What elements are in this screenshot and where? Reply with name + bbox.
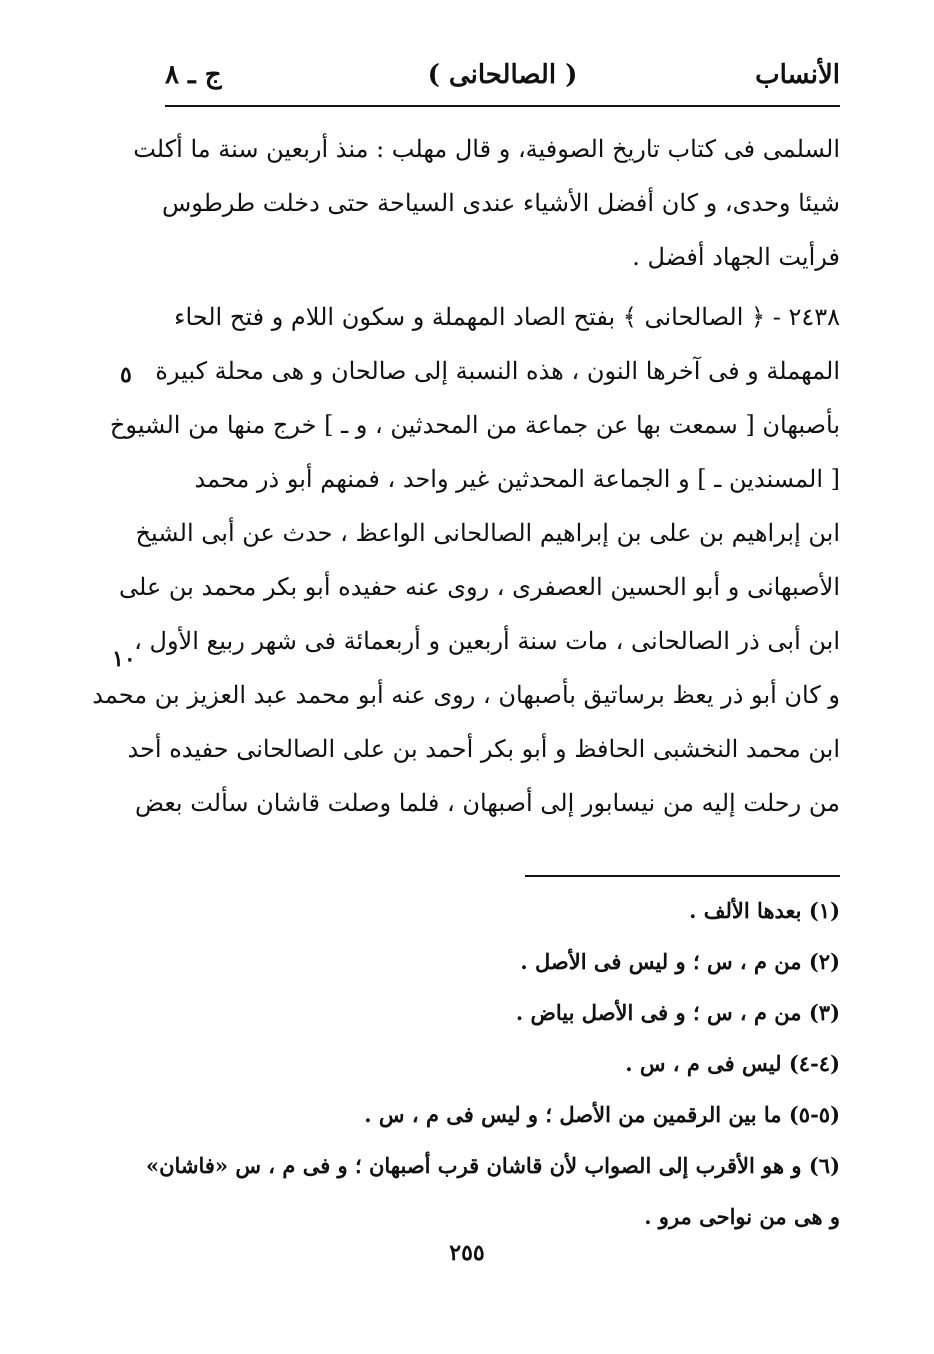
text-line: ابن أبى ذر الصالحانى ، مات سنة أربعين و أربعمائة فى شهر ربيع الأول ،: [134, 627, 840, 655]
footnote: (٥-٥) ما بين الرقمين من الأصل ؛ و ليس فى م ، س .: [364, 1102, 840, 1127]
text-line: [ المسندين ـ ] و الجماعة المحدثين غير واحد ، فمنهم أبو ذر محمد: [194, 465, 840, 493]
footnote: (١) بعدها الألف .: [689, 898, 840, 923]
footnote: (٣) من م ، س ؛ و فى الأصل بياض .: [515, 1000, 840, 1025]
footnote: (٢) من م ، س ؛ و ليس فى الأصل .: [520, 949, 840, 974]
footnote-continuation: و هى من نواحى مرو .: [644, 1204, 840, 1229]
footnotes: [145, 885, 840, 1242]
line-number-5: ٥: [120, 362, 132, 388]
text-line: بأصبهان [ سمعت بها عن جماعة من المحدثين ، و ـ ] خرج منها من الشيوخ: [109, 411, 840, 439]
footnote: (٤-٤) ليس فى م ، س .: [625, 1051, 840, 1076]
text-line: شيئا وحدى، و كان أفضل الأشياء عندى السياحة حتى دخلت طرطوس: [162, 189, 840, 217]
volume-label: ج ـ ٨: [165, 60, 222, 90]
text-line: ابن إبراهيم بن على بن إبراهيم الصالحانى الواعظ ، حدث عن أبى الشيخ: [135, 519, 840, 547]
text-line: الأصبهانى و أبو الحسين العصفرى ، روى عنه حفيده أبو بكر محمد بن على: [119, 573, 840, 601]
header-rule: [165, 105, 840, 107]
page-number: ٢٥٥: [449, 1240, 485, 1266]
footnote: (٦) و هو الأقرب إلى الصواب لأن قاشان قرب أصبهان ؛ و فى م ، س «فاشان»: [145, 1153, 840, 1178]
text-line: السلمى فى كتاب تاريخ الصوفية، و قال مهلب : منذ أربعين سنة ما أكلت: [133, 135, 840, 163]
text-line: ابن محمد النخشبى الحافظ و أبو بكر أحمد بن على الصالحانى حفيده أحد: [127, 735, 840, 763]
text-line: فرأيت الجهاد أفضل .: [632, 243, 840, 271]
book-title: الأنساب: [755, 60, 840, 90]
footnote-rule: [525, 875, 840, 877]
text-line: المهملة و فى آخرها النون ، هذه النسبة إلى صالحان و هى محلة كبيرة: [155, 357, 840, 385]
entry-heading-line: ٢٤٣٨ - ﴿ الصالحانى ﴾ بفتح الصاد المهملة و سكون اللام و فتح الحاء: [174, 303, 840, 331]
line-number-10: ١٠: [112, 646, 136, 672]
text-line: من رحلت إليه من نيسابور إلى أصبهان ، فلما وصلت قاشان سألت بعض: [134, 789, 840, 817]
running-header: [165, 60, 840, 100]
text-line: و كان أبو ذر يعظ برساتيق بأصبهان ، روى عنه أبو محمد عبد العزيز بن محمد: [92, 681, 840, 709]
section-title: ( الصالحانى ): [427, 60, 578, 90]
